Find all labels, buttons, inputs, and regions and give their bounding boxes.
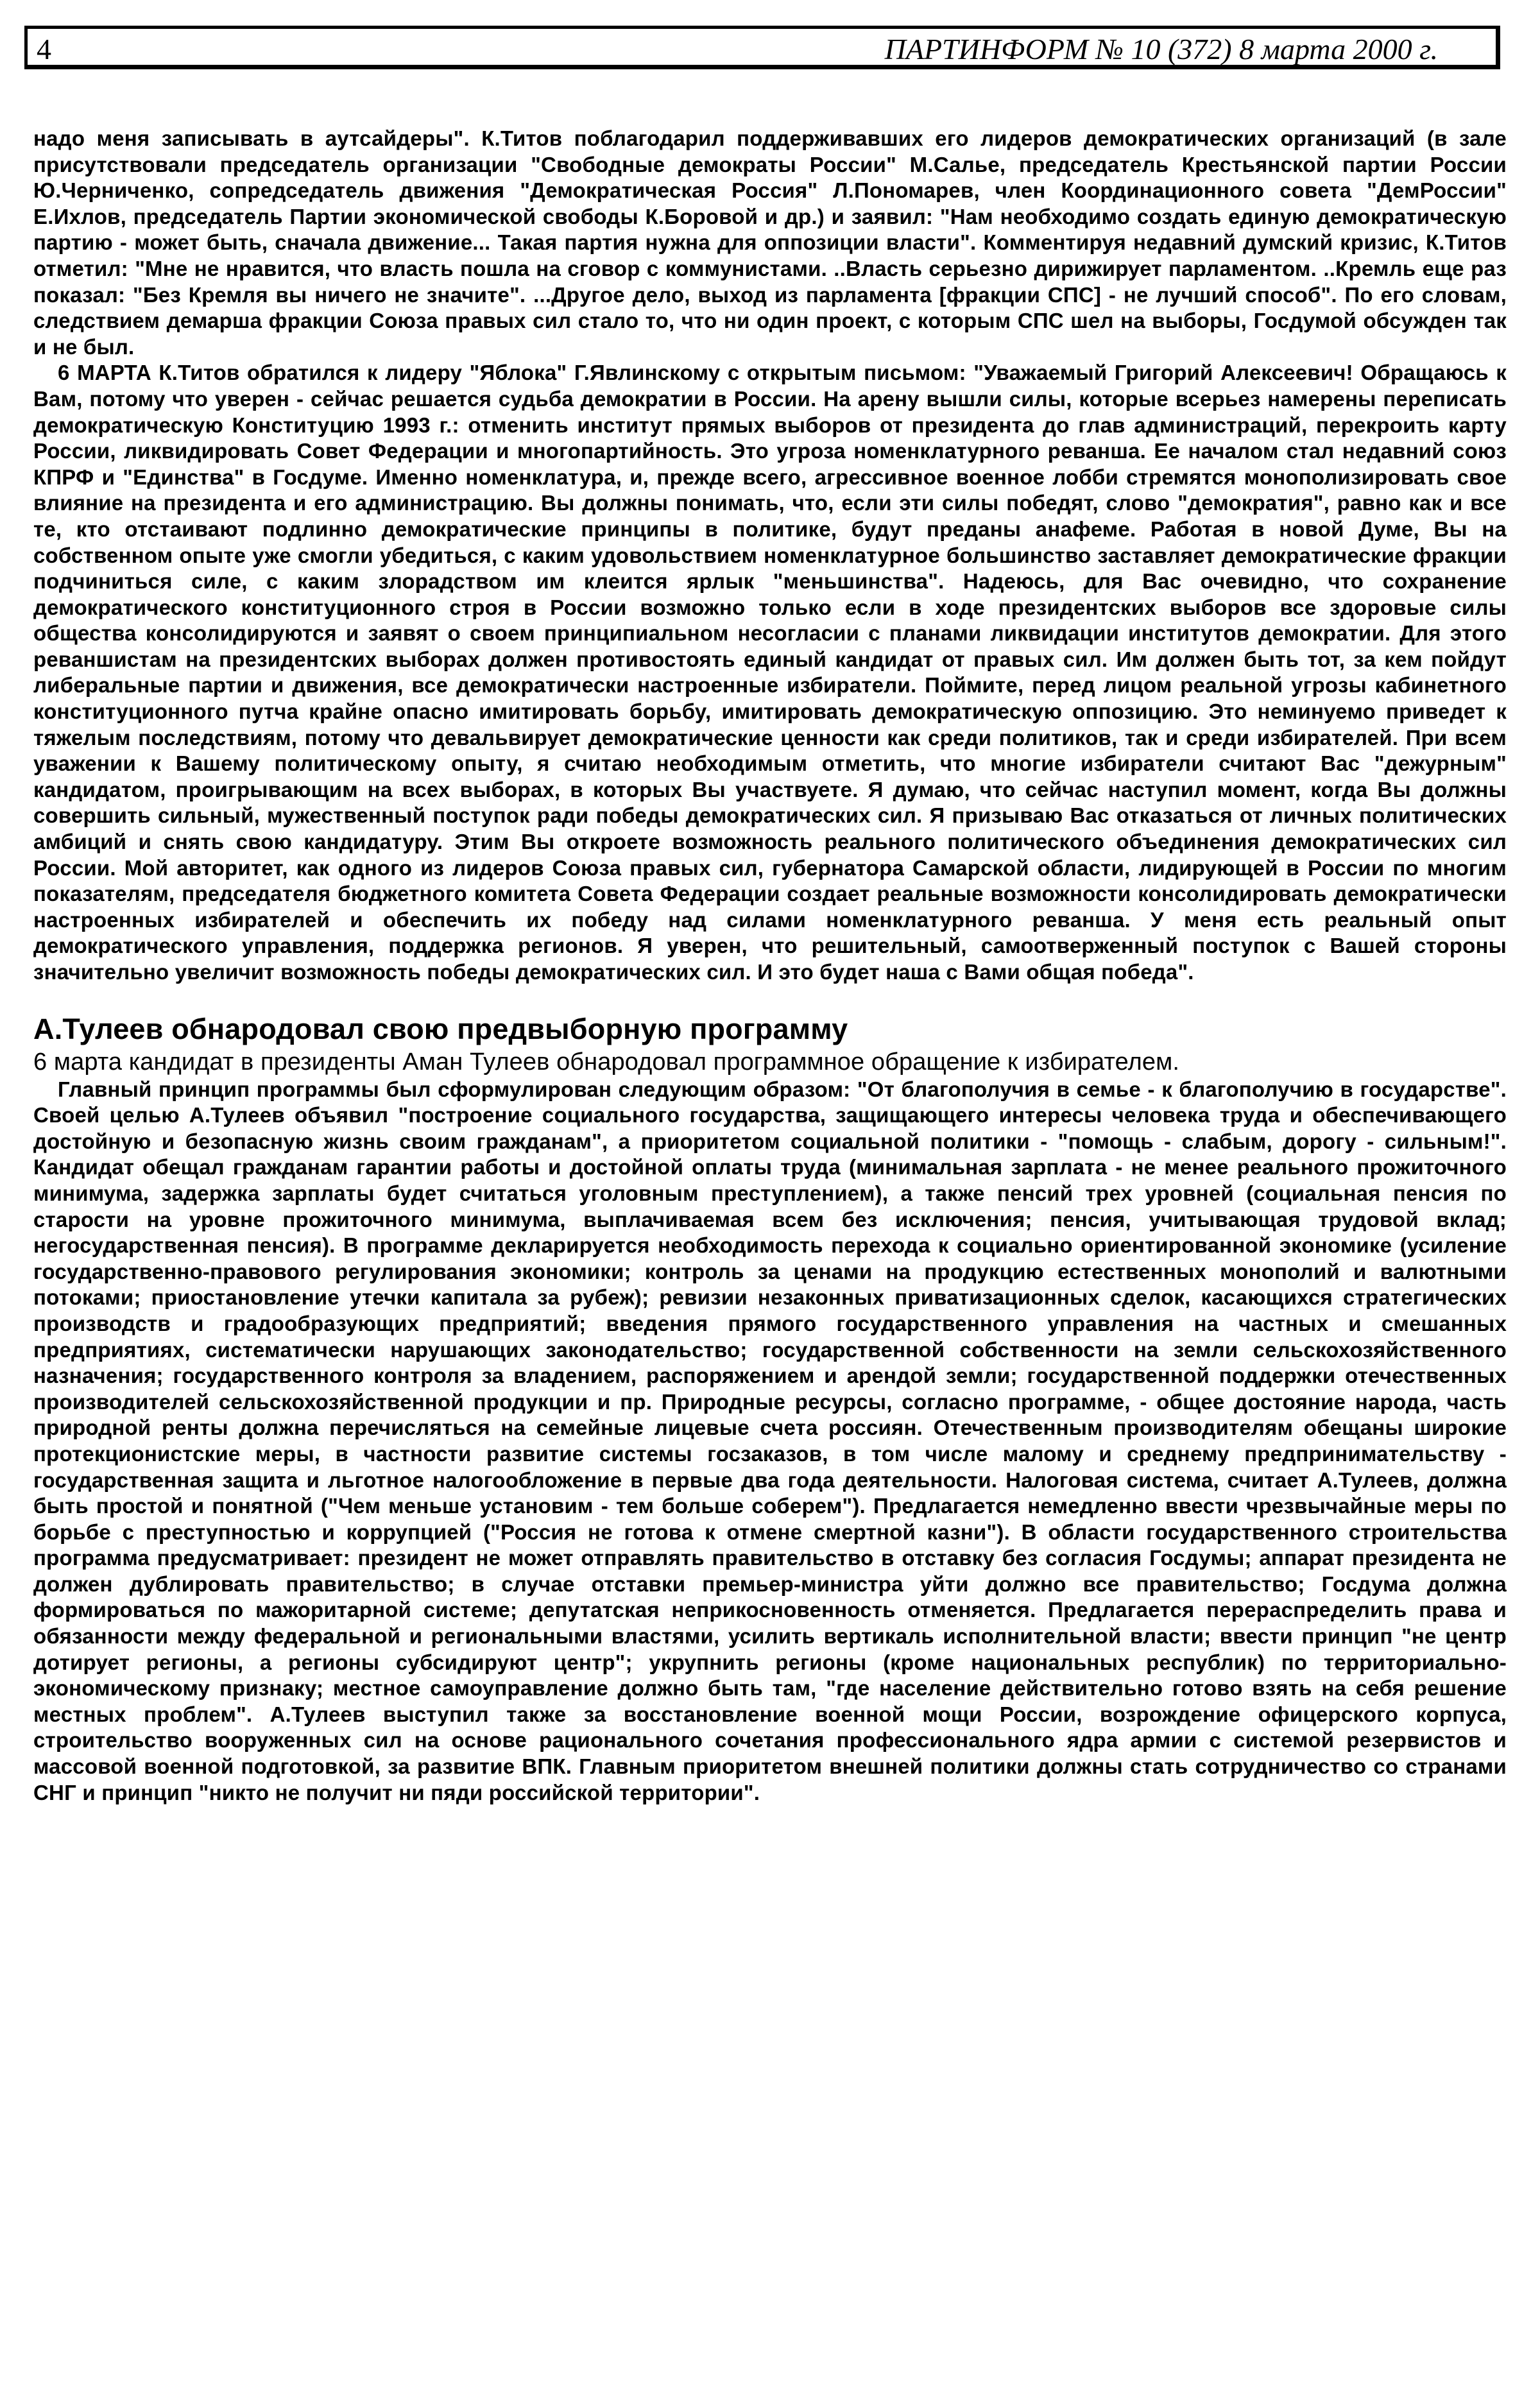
article-column (33, 126, 1507, 1806)
article-titov-paragraph-1: надо меня записывать в аутсайдеры". К.Титов поблагодарил поддерживавших его лидеров демократических организаций (в зале присутствовали председатель организации "Свободные демократы России" М.Салье, председатель Крестьянской партии России Ю.Черниченко, сопредседатель движения "Демократическая Россия" Л.Пономарев, член Координационного совета "ДемРоссии" Е.Ихлов, председатель Партии экономической свободы К.Боровой и др.) и заявил: "Нам необходимо создать единую демократическую партию - может быть, сначала движение... Такая партия нужна для оппозиции власти". Комментируя недавний думский кризис, К.Титов отметил: "Мне не нравится, что власть пошла на сговор с коммунистами. ..Власть серьезно дирижирует парламентом. ..Кремль еще раз показал: "Без Кремля вы ничего не значите". ...Другое дело, выход из парламента [фракции СПС] - не лучший способ". По его словам, следствием демарша фракции Союза правых сил стало то, что ни один проект, с которым СПС шел на выборы, Госдумой обсужден так и не был. (33, 126, 1507, 359)
page-number: 4 (37, 33, 51, 65)
issue-title: ПАРТИНФОРМ № 10 (372) 8 марта 2000 г. (884, 33, 1438, 65)
article-tuleev-headline: А.Тулеев обнародовал свою предвыборную программу (33, 1012, 848, 1045)
article-titov-paragraph-2: 6 МАРТА К.Титов обратился к лидеру "Яблока" Г.Явлинскому с открытым письмом: "Уважаемый Григорий Алексеевич! Обращаюсь к Вам, потому что уверен - сейчас решается судьба демократии в России. На арену вышли силы, которые всерьез намерены переписать демократическую Конституцию 1993 г.: отменить институт прямых выборов от президента до глав администраций, перекроить карту России, ликвидировать Совет Федерации и многопартийность. Это угроза номенклатурного реванша. Ее началом стал недавний союз КПРФ и "Единства" в Госдуме. Именно номенклатура, и, прежде всего, агрессивное военное лобби стремятся монополизировать свое влияние на президента и его администрацию. Вы должны понимать, что, если эти силы победят, слово "демократия", равно как и все те, кто отстаивают подлинно демократические принципы в политике, будут преданы анафеме. Работая в новой Думе, Вы на собственном опыте уже смогли убедиться, с каким удовольствием номенклатурное большинство заставляет демократические фракции подчиниться силе, с каким злорадством им клеится ярлык "меньшинства". Надеюсь, для Вас очевидно, что сохранение демократического конституционного строя в России возможно только если в ходе президентских выборов все здоровые силы общества консолидируются и заявят о своем принципиальном несогласии с планами ликвидации институтов демократии. Для этого реваншистам на президентских выборах должен противостоять единый кандидат от правых сил. Им должен быть тот, за кем пойдут либеральные партии и движения, все демократически настроенные избиратели. Поймите, перед лицом реальной угрозы кабинетного конституционного путча крайне опасно имитировать борьбу, имитировать демократическую оппозицию. Это неминуемо приведет к тяжелым последствиям, потому что девальвирует демократические ценности как среди политиков, так и среди избирателей. При всем уважении к Вашему политическому опыту, я считаю необходимым отметить, что многие избиратели считают Вас "дежурным" кандидатом, проигрывающим на всех выборах, в которых Вы участвуете. Я думаю, что сейчас наступил момент, когда Вы должны совершить сильный, мужественный поступок ради победы демократических сил. Я призываю Вас отказаться от личных политических амбиций и снять свою кандидатуру. Этим Вы откроете возможность реального политического объединения демократических сил России. Мой авторитет, как одного из лидеров Союза правых сил, губернатора Самарской области, лидирующей в России по многим показателям, председателя бюджетного комитета Совета Федерации создает реальные возможности консолидировать демократически настроенных избирателей и обеспечить их победу над силами номенклатурного реванша. У меня есть реальный опыт демократического управления, поддержка регионов. Я уверен, что решительный, самоотверженный поступок с Вашей стороны значительно увеличит возможность победы демократических сил. И это будет наша с Вами общая победа". (33, 361, 1507, 984)
article-tuleev-lead: 6 марта кандидат в президенты Аман Тулеев обнародовал программное обращение к избирателем. (33, 1048, 1180, 1075)
page-header (24, 26, 1500, 69)
article-tuleev-body: Главный принцип программы был сформулирован следующим образом: "От благополучия в семье - к благополучию в государстве". Своей целью А.Тулеев объявил "построение социального государства, защищающего интересы человека труда и обеспечивающего достойную и безопасную жизнь своим гражданам", а приоритетом социальной политики - "помощь - слабым, дорогу - сильным!". Кандидат обещал гражданам гарантии работы и достойной оплаты труда (минимальная зарплата - не менее реального прожиточного минимума, задержка зарплаты будет считаться уголовным преступлением), а также пенсий трех уровней (социальная пенсия по старости на уровне прожиточного минимума, выплачиваемая всем без исключения; пенсия, учитывающая трудовой вклад; негосударственная пенсия). В программе декларируется необходимость перехода к социально ориентированной экономике (усиление государственно-правового регулирования экономики; контроль за ценами на продукцию естественных монополий и валютными потоками; приостановление утечки капитала за рубеж); ревизии незаконных приватизационных сделок, касающихся стратегических производств и градообразующих предприятий; введения прямого государственного управления на частных и смешанных предприятиях, систематически нарушающих законодательство; государственной собственности на земли сельскохозяйственного назначения; государственного контроля за владением, распоряжением и арендой земли; государственной поддержки отечественных производителей сельскохозяйственной продукции и пр. Природные ресурсы, согласно программе, - общее достояние народа, часть природной ренты должна перечисляться на семейные лицевые счета россиян. Отечественным производителям обещаны широкие протекционистские меры, в частности развитие системы госзаказов, в том числе малому и среднему предпринимательству - государственная защита и льготное налогообложение в первые два года деятельности. Налоговая система, считает А.Тулеев, должна быть простой и понятной ("Чем меньше установим - тем больше соберем"). Предлагается немедленно ввести чрезвычайные меры по борьбе с преступностью и коррупцией ("Россия не готова к отмене смертной казни"). В области государственного строительства программа предусматривает: президент не может отправлять правительство в отставку без согласия Госдумы; аппарат президента не должен дублировать правительство; в случае отставки премьер-министра уйти должно все правительство; Госдума должна формироваться по мажоритарной системе; депутатская неприкосновенность отменяется. Предлагается перераспределить права и обязанности между федеральной и региональными властями, усилить вертикаль исполнительной власти; ввести принцип "не центр дотирует регионы, а регионы субсидируют центр"; укрупнить регионы (кроме национальных республик) по территориально-экономическому признаку; местное самоуправление должно быть там, "где население действительно готово взять на себя решение местных проблем". А.Тулеев выступил также за восстановление военной мощи России, возрождение офицерского корпуса, строительство вооруженных сил на основе рационального сочетания профессионального ядра армии с системой резервистов и массовой военной подготовкой, за развитие ВПК. Главным приоритетом внешней политики должны стать сотрудничество со странами СНГ и принцип "никто не получит ни пяди российской территории". (33, 1077, 1507, 1804)
